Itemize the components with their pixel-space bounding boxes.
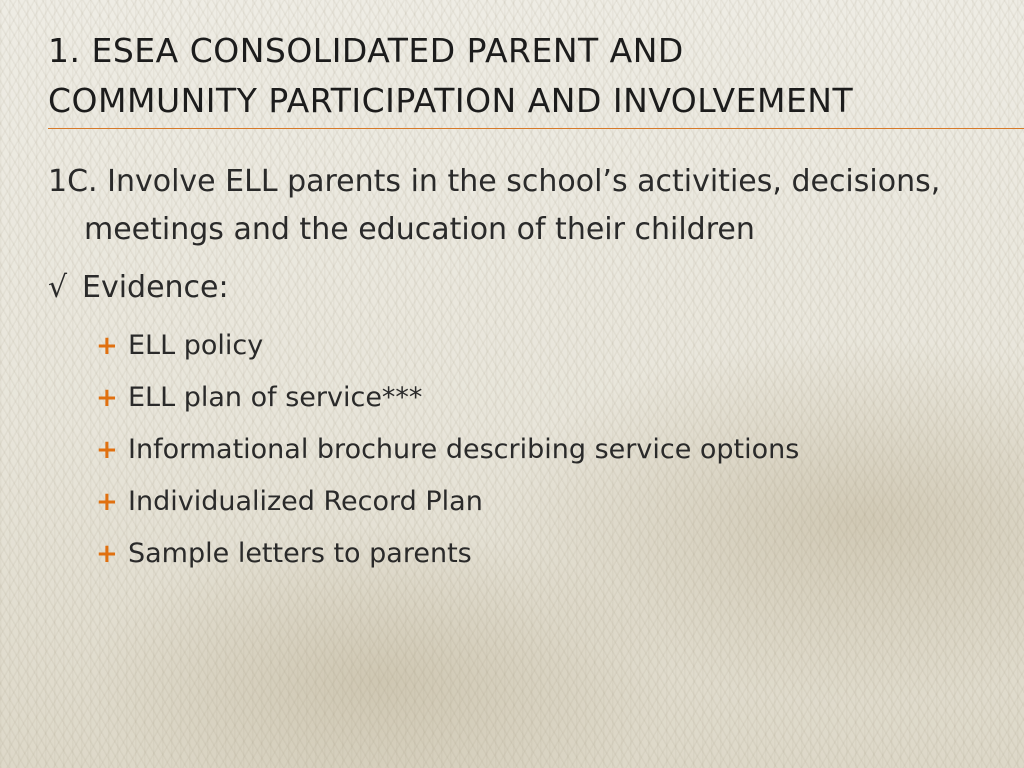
check-icon: √	[48, 270, 68, 305]
list-item	[96, 424, 998, 476]
list-item	[96, 372, 998, 424]
list-item-text: ELL policy	[128, 330, 264, 361]
slide-body	[48, 158, 998, 580]
list-item	[96, 476, 998, 528]
plus-bullet-icon: +	[96, 539, 118, 569]
plus-bullet-icon: +	[96, 331, 118, 361]
plus-bullet-icon: +	[96, 435, 118, 465]
objective-paragraph: 1C. Involve ELL parents in the school’s activities, decisions, meetings and the education of their children	[48, 164, 941, 247]
list-item-text: Individualized Record Plan	[128, 486, 483, 517]
plus-bullet-icon: +	[96, 487, 118, 517]
title-divider	[48, 128, 1024, 129]
title-line-2: COMMUNITY PARTICIPATION AND INVOLVEMENT	[48, 81, 854, 120]
slide-title	[48, 26, 998, 126]
list-item	[96, 528, 998, 580]
evidence-list	[48, 320, 998, 580]
evidence-label: Evidence:	[82, 270, 229, 305]
list-item	[96, 320, 998, 372]
plus-bullet-icon: +	[96, 383, 118, 413]
list-item-text: Sample letters to parents	[128, 538, 472, 569]
list-item-text: ELL plan of service***	[128, 382, 423, 413]
title-line-1: 1. ESEA CONSOLIDATED PARENT AND	[48, 31, 684, 70]
list-item-text: Informational brochure describing service options	[128, 434, 800, 465]
evidence-heading	[48, 264, 998, 312]
